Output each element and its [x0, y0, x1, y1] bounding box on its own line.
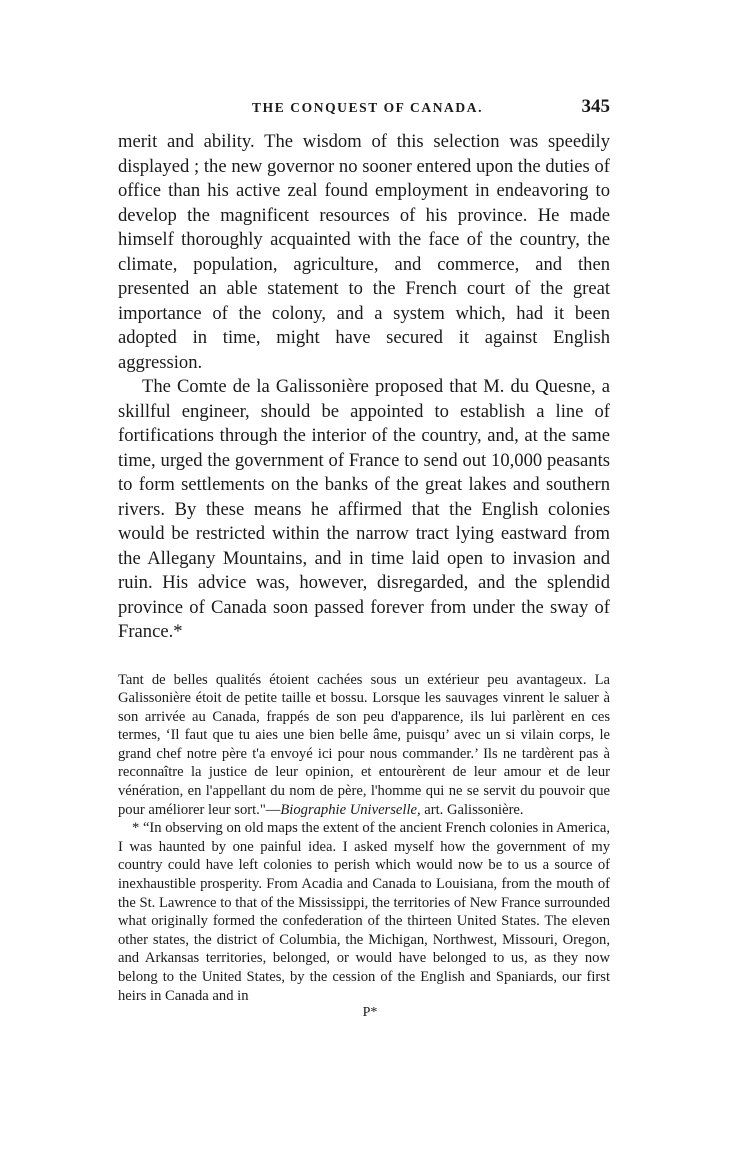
- footnote-1: [118, 671, 610, 820]
- footnote-1-text: Tant de belles qualités étoient cachées sous un extérieur peu avantageux. La Galissonière étoit de petite taille et bossu. Lorsque les sauvages vinrent le saluer à son arrivée au Canada, frappés de son peu d'apparence, ils lui parlèrent en ces termes, ‘Il faut que tu aies une bien belle âme, puisqu’ avec un si vilain corps, le grand chef notre père t'a envoyé ici pour nous commander.’ Ils ne tardèrent pas à reconnaître la justice de leur opinion, et entourèrent de leur amour et de leur vénération, en l'appellant du nom de père, l'homme qui ne se servit du pouvoir que pour améliorer leur sort."—: [118, 671, 610, 818]
- footnote-1-source: Biographie Universelle,: [280, 801, 421, 818]
- footnotes: [118, 671, 610, 1006]
- body-paragraph-1: merit and ability. The wisdom of this selection was speedily displayed ; the new governor no sooner entered upon the duties of office than his active zeal found employment in endeavoring to develop the magnificent resources of his province. He made himself thoroughly acquainted with the face of the country, the climate, population, agriculture, and commerce, and then presented an able statement to the French court of the great importance of the colony, and a system which, had it been adopted in time, might have secured it against English aggression.: [118, 131, 610, 373]
- running-head: [118, 98, 610, 128]
- body-paragraph-2: The Comte de la Galissonière proposed that M. du Quesne, a skillful engineer, should be appointed to establish a line of fortifications through the interior of the country, and, at the same time, urged the government of France to send out 10,000 peasants to form settlements on the banks of the great lakes and southern rivers. By these means he affirmed that the English colonies would be restricted within the narrow tract lying eastward from the Allegany Mountains, and in time laid open to invasion and ruin. His advice was, however, disregarded, and the splendid province of Canada soon passed forever from under the sway of France.*: [118, 376, 610, 642]
- page-number: 345: [581, 96, 610, 117]
- footnote-2: * “In observing on old maps the extent of the ancient French colonies in America, I was haunted by one painful idea. I asked myself how the government of my country could have left colonies to perish which would now be to us a source of inexhaustible prosperity. From Acadia and Canada to Louisiana, from the mouth of the St. Lawrence to that of the Mississippi, the territories of New France surrounded what originally formed the confederation of the thirteen United States. The eleven other states, the district of Columbia, the Michigan, Northwest, Missouri, Oregon, and Arkansas territories, belonged, or would have belonged to us, as they now belong to the United States, by the cession of the English and Spaniards, our first heirs in Canada and in: [118, 820, 610, 1004]
- main-text: [118, 130, 610, 645]
- footnote-1-tail: art. Galissonière.: [420, 801, 524, 818]
- running-title: THE CONQUEST OF CANADA.: [252, 100, 484, 115]
- book-page: [118, 98, 610, 1021]
- signature-mark: P*: [362, 1005, 378, 1021]
